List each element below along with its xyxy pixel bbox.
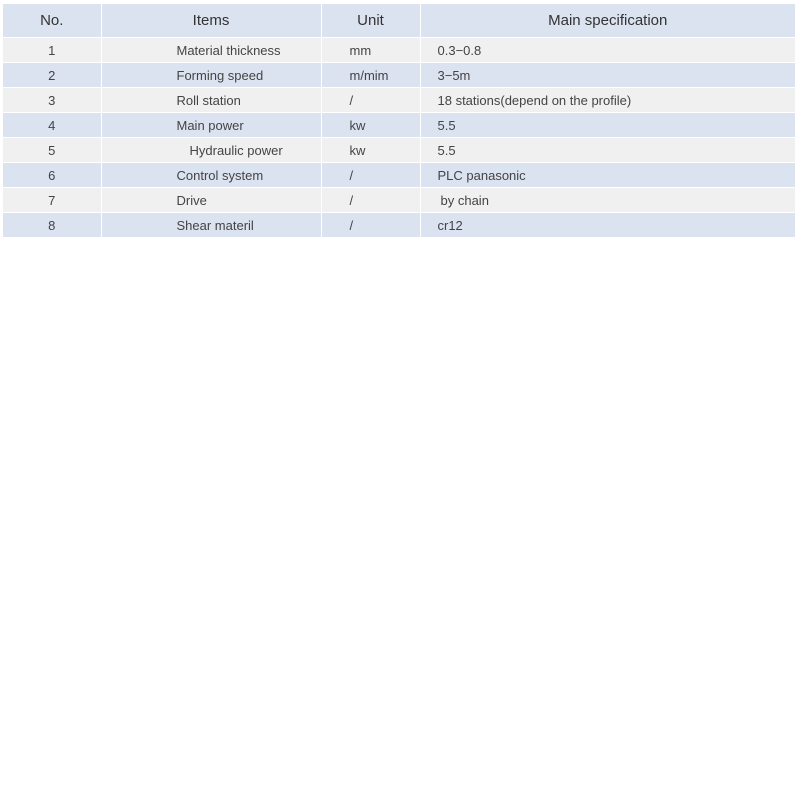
table-row: [3, 38, 795, 63]
cell-item: Forming speed: [101, 63, 321, 88]
cell-item: Roll station: [101, 88, 321, 113]
table-row: [3, 213, 795, 238]
table-row: [3, 88, 795, 113]
table-row: [3, 63, 795, 88]
cell-no: 6: [3, 163, 101, 188]
cell-item: Control system: [101, 163, 321, 188]
cell-unit: /: [321, 213, 420, 238]
cell-unit: /: [321, 188, 420, 213]
cell-item: Shear materil: [101, 213, 321, 238]
header-spec: Main specification: [420, 4, 795, 38]
cell-unit: /: [321, 88, 420, 113]
cell-spec: PLC panasonic: [420, 163, 795, 188]
cell-no: 8: [3, 213, 101, 238]
table-row: [3, 188, 795, 213]
cell-no: 5: [3, 138, 101, 163]
cell-spec: 3−5m: [420, 63, 795, 88]
cell-no: 7: [3, 188, 101, 213]
table-row: [3, 138, 795, 163]
cell-unit: mm: [321, 38, 420, 63]
specification-table: [3, 4, 795, 237]
cell-spec: 0.3−0.8: [420, 38, 795, 63]
cell-item: Material thickness: [101, 38, 321, 63]
table-row: [3, 163, 795, 188]
cell-unit: m/mim: [321, 63, 420, 88]
cell-item: Drive: [101, 188, 321, 213]
cell-no: 2: [3, 63, 101, 88]
table-header: [3, 4, 795, 38]
cell-item: Main power: [101, 113, 321, 138]
header-unit: Unit: [321, 4, 420, 38]
cell-unit: kw: [321, 113, 420, 138]
cell-unit: kw: [321, 138, 420, 163]
cell-item: Hydraulic power: [101, 138, 321, 163]
cell-spec: cr12: [420, 213, 795, 238]
table-body: [3, 38, 795, 238]
header-no: No.: [3, 4, 101, 38]
cell-no: 1: [3, 38, 101, 63]
table-row: [3, 113, 795, 138]
specification-table-container: [3, 4, 795, 237]
cell-spec: 5.5: [420, 138, 795, 163]
cell-spec: by chain: [420, 188, 795, 213]
cell-spec: 18 stations(depend on the profile): [420, 88, 795, 113]
cell-no: 3: [3, 88, 101, 113]
header-items: Items: [101, 4, 321, 38]
cell-spec: 5.5: [420, 113, 795, 138]
cell-unit: /: [321, 163, 420, 188]
cell-no: 4: [3, 113, 101, 138]
header-row: [3, 4, 795, 38]
